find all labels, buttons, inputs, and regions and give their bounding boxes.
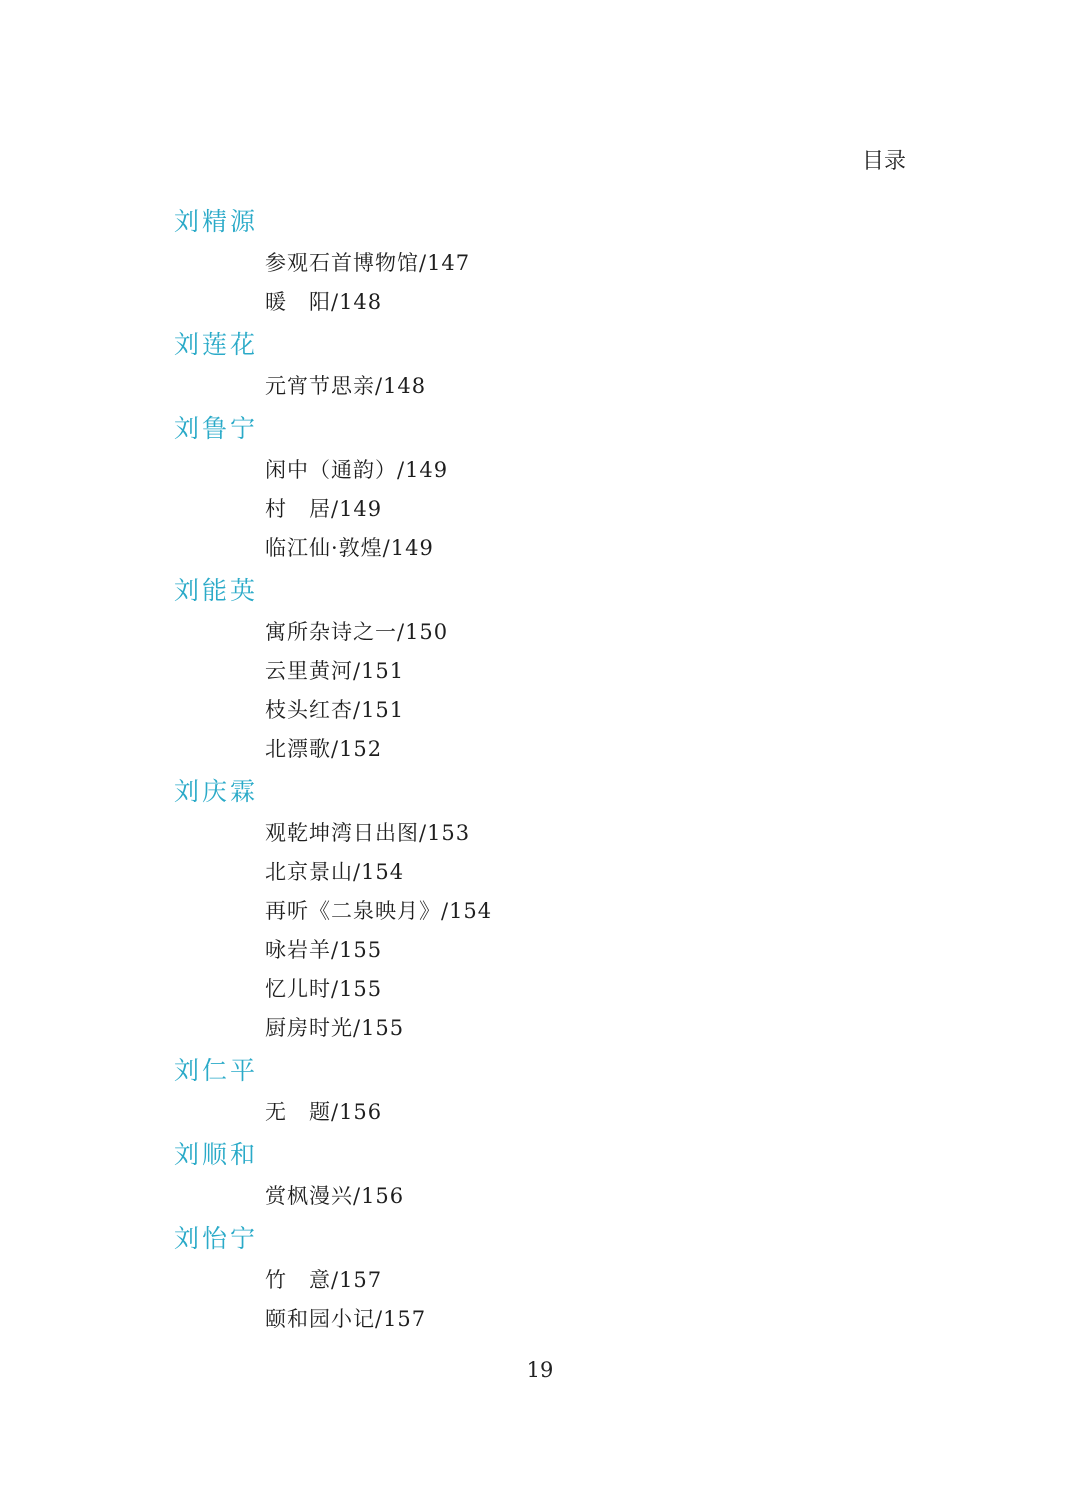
page-number: 19 <box>526 1358 554 1382</box>
toc-entry[interactable]: 闲中（通韵）/149 <box>265 458 449 482</box>
toc-entry[interactable]: 村 居/149 <box>265 497 383 521</box>
toc-entry[interactable]: 参观石首博物馆/147 <box>265 251 471 275</box>
toc-entry[interactable]: 暖 阳/148 <box>265 290 383 314</box>
running-head-title: 目录 <box>862 149 907 174</box>
toc-author: 刘莲花 <box>174 330 259 359</box>
toc-entry[interactable]: 云里黄河/151 <box>265 659 405 683</box>
toc-entry[interactable]: 元宵节思亲/148 <box>265 374 427 398</box>
toc-entry[interactable]: 枝头红杏/151 <box>265 698 405 722</box>
toc-entry[interactable]: 北漂歌/152 <box>265 737 383 761</box>
toc-entry[interactable]: 竹 意/157 <box>265 1268 383 1292</box>
toc-entry[interactable]: 赏枫漫兴/156 <box>265 1184 405 1208</box>
toc-entry[interactable]: 厨房时光/155 <box>265 1016 405 1040</box>
toc-entry[interactable]: 忆儿时/155 <box>265 977 383 1001</box>
toc-entry[interactable]: 无 题/156 <box>265 1100 383 1124</box>
toc-author: 刘顺和 <box>174 1140 259 1169</box>
table-of-contents <box>0 201 1080 1339</box>
toc-author: 刘精源 <box>174 207 259 236</box>
toc-author: 刘庆霖 <box>174 777 259 806</box>
toc-author: 刘仁平 <box>174 1056 259 1085</box>
toc-entry[interactable]: 观乾坤湾日出图/153 <box>265 821 471 845</box>
toc-author: 刘怡宁 <box>174 1224 259 1253</box>
toc-entry[interactable]: 颐和园小记/157 <box>265 1307 427 1331</box>
toc-entry[interactable]: 寓所杂诗之一/150 <box>265 620 449 644</box>
toc-author: 刘鲁宁 <box>174 414 259 443</box>
toc-entry[interactable]: 再听《二泉映月》/154 <box>265 899 493 923</box>
toc-entry[interactable]: 临江仙·敦煌/149 <box>265 536 434 560</box>
toc-entry[interactable]: 咏岩羊/155 <box>265 938 383 962</box>
toc-author: 刘能英 <box>174 576 259 605</box>
toc-entry[interactable]: 北京景山/154 <box>265 860 405 884</box>
